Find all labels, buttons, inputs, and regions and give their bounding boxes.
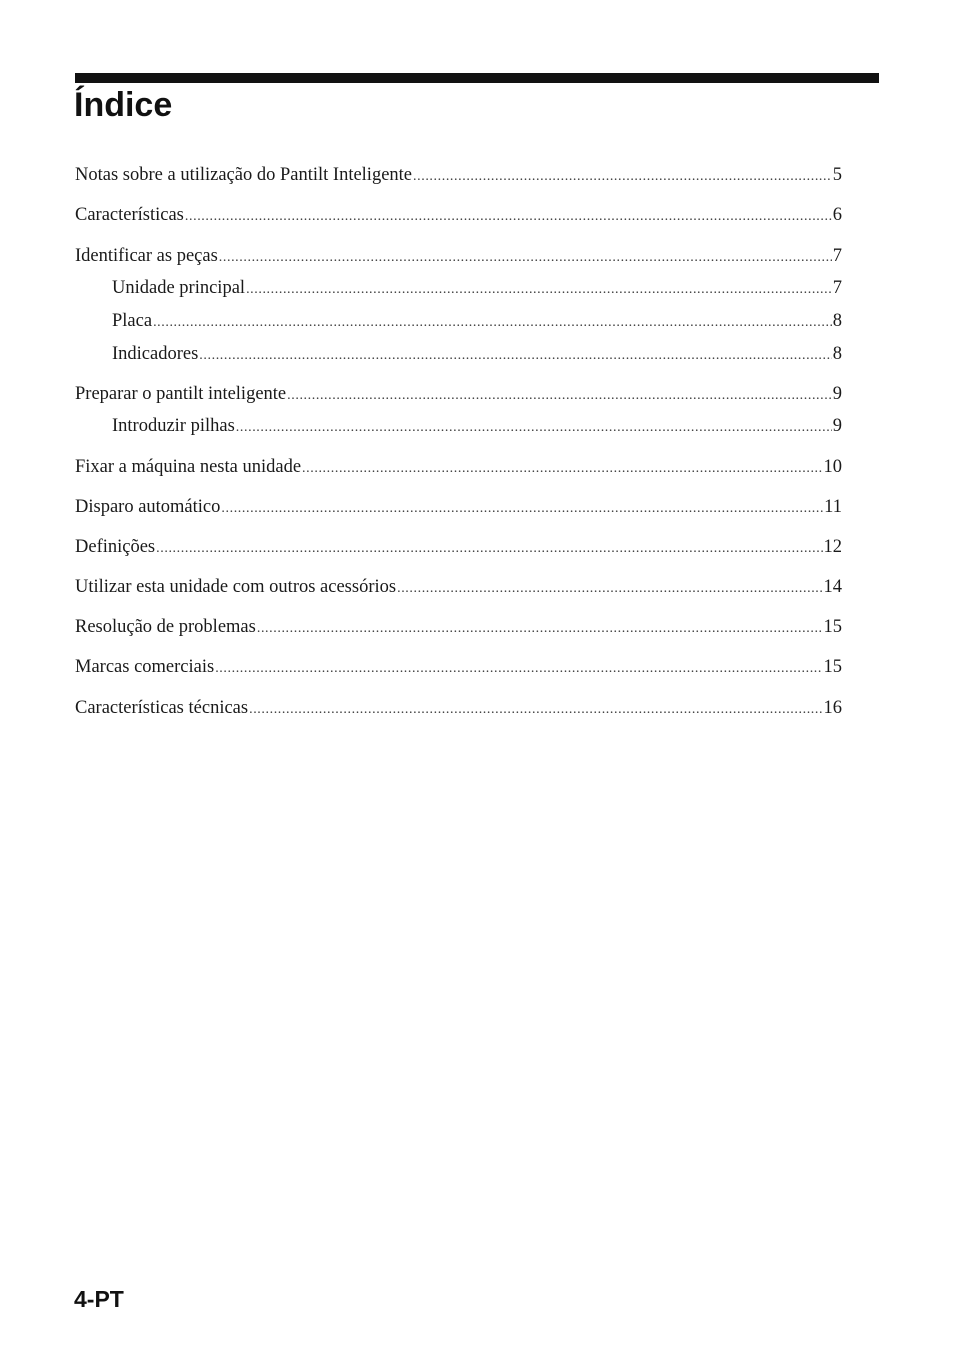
toc-entry-label: Resolução de problemas [75, 617, 256, 637]
toc-dot-leader [215, 656, 822, 682]
toc-dot-leader [302, 456, 822, 482]
toc-entry-page: 12 [823, 537, 842, 557]
toc-entry-label: Notas sobre a utilização do Pantilt Inteligente [75, 165, 413, 185]
toc-subentry[interactable] [112, 308, 842, 334]
toc-dot-leader [413, 164, 832, 190]
toc-entry-label: Características técnicas [75, 698, 249, 718]
page-title: Índice [74, 86, 173, 124]
toc-dot-leader [257, 616, 823, 642]
toc-entry-label: Definições [75, 537, 156, 557]
table-of-contents [75, 0, 842, 1357]
toc-entry-page: 16 [823, 698, 842, 718]
toc-entry-page: 8 [832, 344, 842, 364]
toc-entry-label: Indicadores [112, 344, 199, 364]
toc-entry-label: Placa [112, 311, 153, 331]
toc-dot-leader [221, 496, 823, 522]
toc-entry-label: Preparar o pantilt inteligente [75, 384, 287, 404]
toc-entry-label: Introduzir pilhas [112, 416, 235, 436]
toc-dot-leader [185, 204, 832, 230]
toc-entry-label: Disparo automático [75, 497, 221, 517]
toc-entry-page: 5 [832, 165, 842, 185]
toc-entry-label: Características [75, 205, 184, 225]
toc-dot-leader [397, 576, 822, 602]
toc-entry[interactable] [75, 614, 842, 640]
toc-entry[interactable] [75, 574, 842, 600]
toc-entry-label: Utilizar esta unidade com outros acessórios [75, 577, 397, 597]
toc-entry[interactable] [75, 695, 842, 721]
toc-entry-label: Fixar a máquina nesta unidade [75, 457, 302, 477]
toc-dot-leader [156, 536, 822, 562]
toc-dot-leader [199, 343, 831, 369]
toc-dot-leader [236, 415, 832, 441]
toc-subentry[interactable] [112, 341, 842, 367]
toc-entry[interactable] [75, 454, 842, 480]
toc-subentry[interactable] [112, 413, 842, 439]
toc-entry[interactable] [75, 381, 842, 407]
toc-entry[interactable] [75, 202, 842, 228]
toc-entry-label: Marcas comerciais [75, 657, 215, 677]
toc-dot-leader [246, 277, 832, 303]
toc-entry[interactable] [75, 534, 842, 560]
toc-entry-page: 9 [832, 384, 842, 404]
toc-entry-label: Identificar as peças [75, 246, 218, 266]
toc-entry-page: 14 [823, 577, 842, 597]
toc-entry[interactable] [75, 162, 842, 188]
toc-entry-page: 10 [823, 457, 842, 477]
toc-dot-leader [249, 697, 822, 723]
toc-dot-leader [153, 310, 832, 336]
toc-subentry[interactable] [112, 275, 842, 301]
toc-entry-page: 8 [832, 311, 842, 331]
toc-dot-leader [219, 245, 832, 271]
toc-entry-page: 6 [832, 205, 842, 225]
toc-entry-page: 11 [824, 497, 842, 517]
toc-entry-page: 7 [832, 278, 842, 298]
toc-entry-page: 15 [823, 617, 842, 637]
toc-entry[interactable] [75, 654, 842, 680]
page-number: 4-PT [74, 1286, 124, 1312]
toc-dot-leader [287, 383, 832, 409]
toc-entry-label: Unidade principal [112, 278, 246, 298]
toc-entry-page: 15 [823, 657, 842, 677]
toc-entry-page: 9 [832, 416, 842, 436]
toc-entry-page: 7 [832, 246, 842, 266]
toc-entry[interactable] [75, 494, 842, 520]
toc-entry[interactable] [75, 243, 842, 269]
